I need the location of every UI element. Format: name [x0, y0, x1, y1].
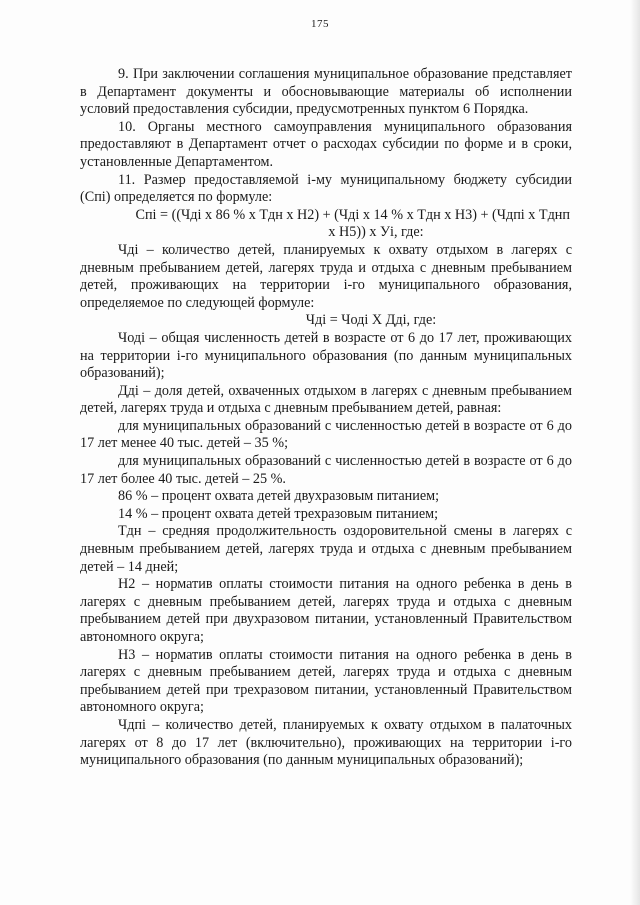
formula-chdi: Чдi = Чоді Х Дді, где:	[305, 312, 437, 329]
percent-86-definition: 86 % – процент охвата детей двухразовым питанием;	[118, 488, 440, 505]
page-number: 175	[311, 18, 329, 30]
share-more-than-40k: для муниципальных образований с численностью детей в возрасте от 6 до 17 лет более 40 тыс. детей – 25 %.	[80, 453, 572, 487]
definition-n2: Н2 – норматив оплаты стоимости питания на одного ребенка в день в лагерях с дневным пребыванием детей, лагерях труда и отдыха с дневным пребыванием детей при двухразовом питании, установленный Правительством автономного округа;	[80, 576, 572, 645]
paragraph-10: 10. Органы местного самоуправления муниципального образования предоставляют в Департамент отчет о расходах субсидии по форме и в сроки, установленные Департаментом.	[80, 118, 572, 170]
definition-ddi: Дді – доля детей, охваченных отдыхом в лагерях с дневным пребыванием детей, лагерях труда и отдыха с дневным пребыванием детей, равная:	[80, 382, 572, 417]
percent-14-definition: 14 % – процент охвата детей трехразовым питанием;	[118, 505, 439, 522]
definition-chdpi: Чдпі – количество детей, планируемых к охвату отдыхом в палаточных лагерях от 8 до 17 лет (включительно), проживающих на территории i-го муниципального образования (по данным муниципальных образований);	[80, 716, 572, 769]
definition-tdn: Тдн – средняя продолжительность оздоровительной смены в лагерях с дневным пребыванием детей, лагерях труда и отдыха с дневным пребыванием детей – 14 дней;	[80, 523, 572, 575]
paragraph-9: 9. При заключении соглашения муниципальное образование представляет в Департамент документы и обосновывающие материалы об исполнении условий предоставления субсидии, предусмотренных пунктом 6 Порядка.	[80, 66, 572, 118]
subsidy-formula-line-2: x Н5)) x Уi, где:	[328, 224, 424, 241]
definition-chodi: Чоді – общая численность детей в возрасте от 6 до 17 лет, проживающих на территории i-го муниципального образования (по данным муниципальных образований);	[80, 329, 572, 382]
paragraph-11: 11. Размер предоставляемой i-му муниципальному бюджету субсидии (Спi) определяется по формуле:	[80, 171, 572, 206]
definition-n3: Н3 – норматив оплаты стоимости питания на одного ребенка в день в лагерях с дневным пребыванием детей, лагерях труда и отдыха с дневным пребыванием детей при трехразовом питании, установленный Правительством автономного округа;	[80, 646, 572, 716]
share-less-than-40k: для муниципальных образований с численностью детей в возрасте от 6 до 17 лет менее 40 тыс. детей – 35 %;	[80, 417, 572, 452]
scan-edge-shadow	[630, 0, 640, 905]
document-body	[80, 66, 572, 770]
subsidy-formula-line-1: Спi = ((Чдi x 86 % x Тдн x Н2) + (Чдi x 14 % x Тдн x Н3) + (Чдпi x Тднп	[135, 206, 570, 223]
definition-chdi: Чдi – количество детей, планируемых к охвату отдыхом в лагерях с дневным пребыванием детей, лагерях труда и отдыха с дневным пребыванием детей, проживающих на территории i-го муниципального образования, определяемое по следующей формуле:	[80, 241, 572, 311]
